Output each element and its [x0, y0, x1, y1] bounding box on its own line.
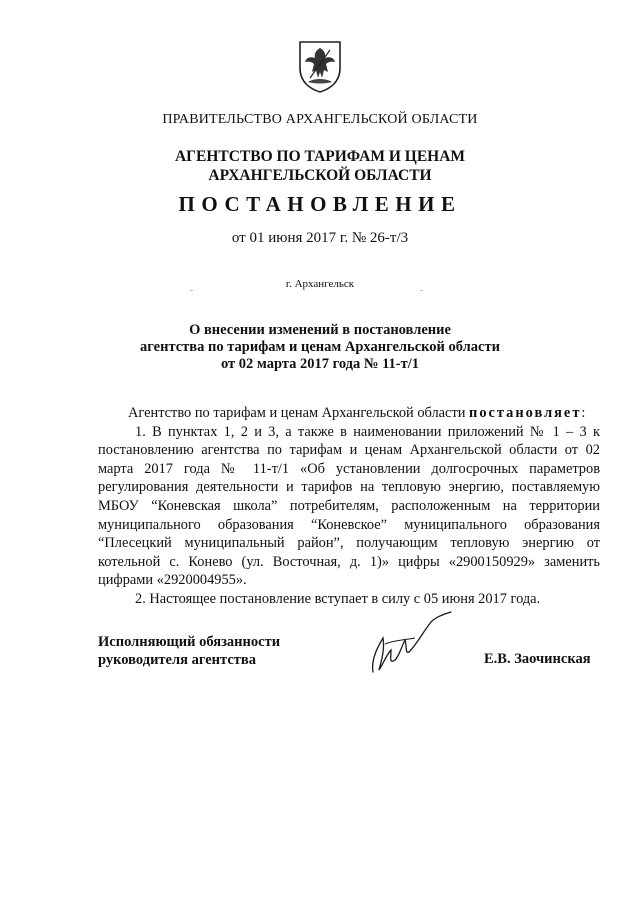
document-type: ПОСТАНОВЛЕНИЕ	[178, 192, 462, 216]
registration-mark	[420, 290, 423, 291]
lead-colon: :	[581, 405, 586, 421]
subject-line2: агентства по тарифам и ценам Архангельской области	[140, 339, 500, 355]
subject-line3: от 02 марта 2017 года № 11-т/1	[220, 356, 420, 372]
paragraph-1: 1. В пунктах 1, 2 и 3, а также в наименовании приложений № 1 – 3 к постановлению агентства по тарифам и ценам Архангельской области от 02 марта 2017 года № 11-т/1 «Об установлении долгосрочных параметров регулирования деятельности и тарифов на тепловую энергию, поставляемую МБОУ “Коневская школа” потребителям, расположенным на территории муниципального образования “Коневское” муниципального образования “Плесецкий муниципальный район”, получающим тепловую энергию от котельной с. Конево (ул. Восточная, д. 1)» цифры «2900150929» заменить цифрами «2920004955».	[98, 423, 600, 589]
paragraph-2: 2. Настоящее постановление вступает в силу с 05 июня 2017 года.	[135, 590, 541, 607]
agency-title	[0, 147, 640, 185]
government-title: ПРАВИТЕЛЬСТВО АРХАНГЕЛЬСКОЙ ОБЛАСТИ	[162, 112, 478, 127]
signatory-role	[98, 633, 280, 669]
agency-title-line1: АГЕНТСТВО ПО ТАРИФАМ И ЦЕНАМ	[174, 148, 466, 165]
signatory-role-line1: Исполняющий обязанности	[98, 634, 281, 650]
subject-line1: О внесении изменений в постановление	[189, 322, 451, 338]
document-body	[98, 404, 600, 609]
date-and-number: от 01 июня 2017 г. № 26-т/3	[231, 230, 409, 246]
lead-paragraph	[98, 404, 600, 423]
city-name: г. Архангельск	[285, 278, 355, 290]
document-subject	[0, 322, 640, 373]
agency-title-line2: АРХАНГЕЛЬСКОЙ ОБЛАСТИ	[208, 167, 432, 184]
signatory-name: Е.В. Заочинская	[484, 651, 591, 667]
registration-mark	[190, 290, 193, 291]
coat-of-arms-icon	[296, 38, 344, 94]
lead-action: постановляет	[469, 405, 582, 421]
handwritten-signature	[365, 610, 455, 680]
lead-text: Агентство по тарифам и ценам Архангельской области	[128, 405, 470, 421]
signatory-role-line2: руководителя агентства	[98, 652, 256, 668]
